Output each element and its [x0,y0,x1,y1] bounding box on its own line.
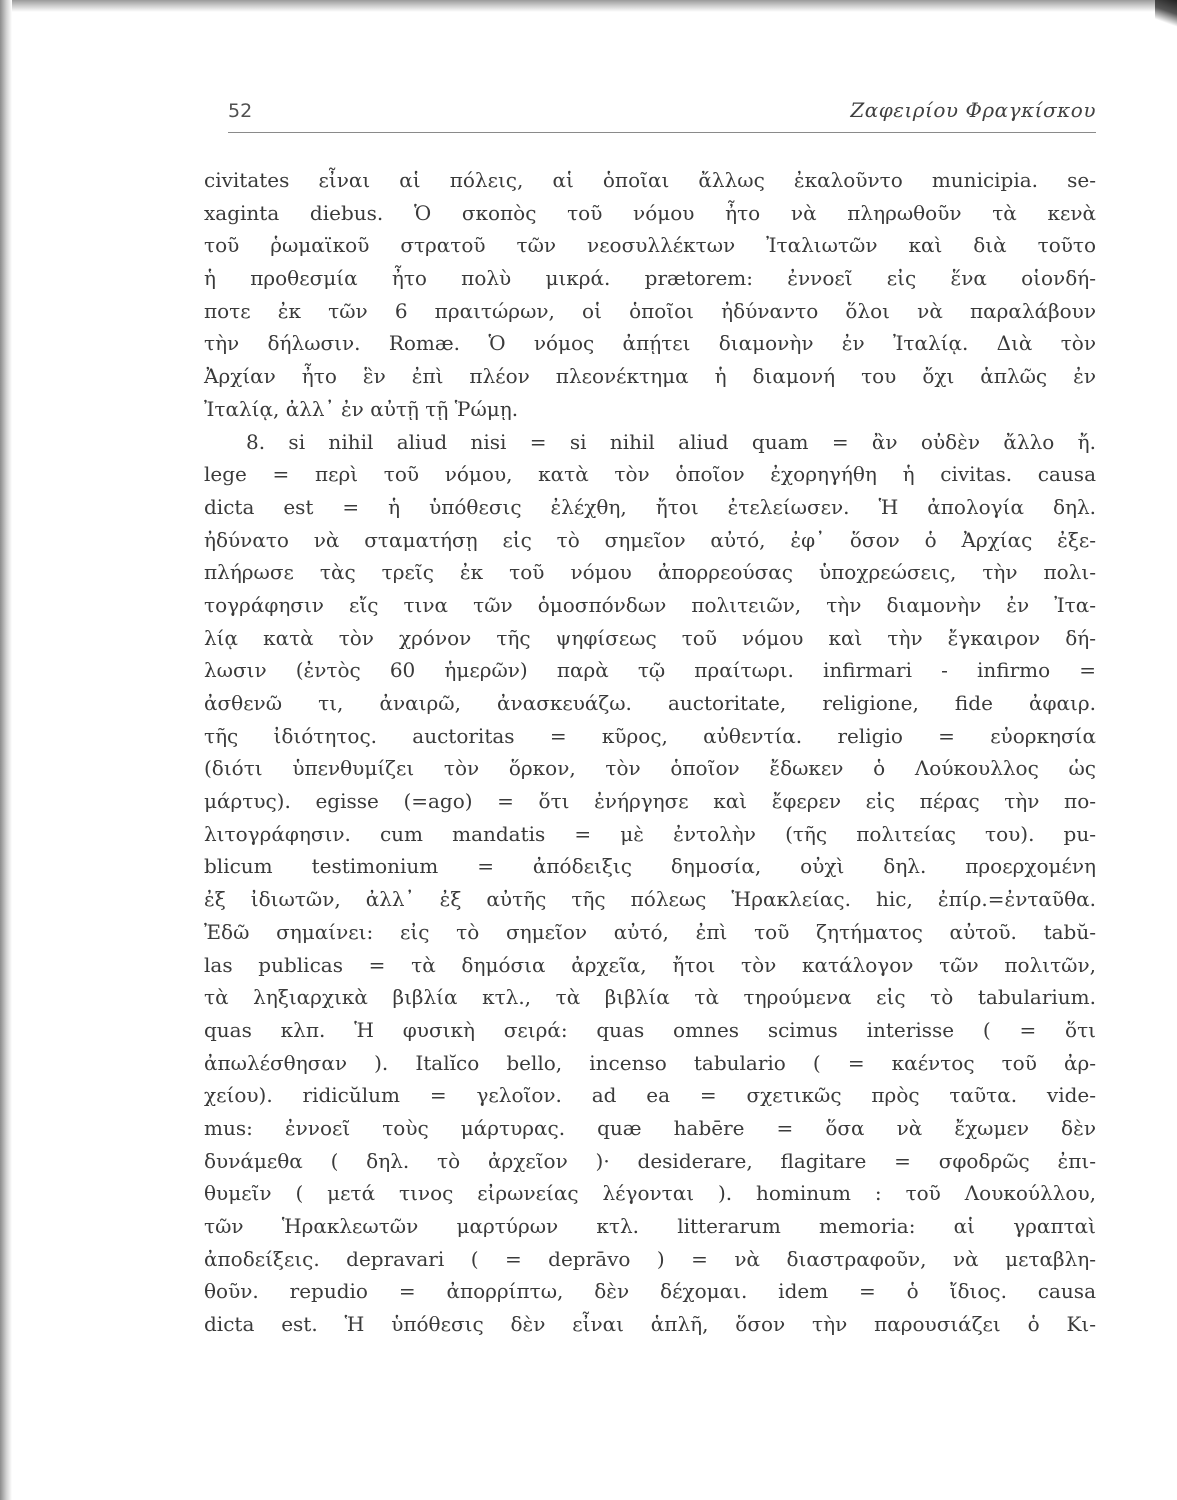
text-line: 8. si nihil aliud nisi = si nihil aliud quam = ἂν οὐδὲν ἄλλο ἤ. [246,429,1096,454]
text-line: δυνάμεθα ( δηλ. τὸ ἀρχεῖον )· desiderare, flagitare = σφοδρῶς ἐπι- [204,1148,1096,1173]
text-line: τογράφησιν εἴς τινα τῶν ὁμοσπόνδων πολιτειῶν, τὴν διαμονὴν ἐν Ἰτα- [204,592,1096,617]
scan-top-edge [0,0,1177,12]
text-line: ποτε ἐκ τῶν 6 πραιτώρων, οἱ ὁποῖοι ἠδύναντο ὅλοι νὰ παραλάβουν [204,298,1096,323]
scan-corner-shadow [1155,0,1177,28]
text-line: ἐξ ἰδιωτῶν, ἀλλ᾽ ἐξ αὐτῆς τῆς πόλεως Ἡρακλείας. hic, ἐπίρ.=ἐνταῦθα. [204,887,1096,912]
text-line: χείου). ridicŭlum = γελοῖον. ad ea = σχετικῶς πρὸς ταῦτα. vide- [204,1083,1096,1108]
text-line: τῶν Ἡρακλεωτῶν μαρτύρων κτλ. litterarum memoria: αἱ γραπταὶ [204,1214,1096,1238]
page-number: 52 [228,100,253,122]
text-line: λωσιν (ἐντὸς 60 ἡμερῶν) παρὰ τῷ πραίτωρι. infirmari - infirmo = [204,658,1096,683]
text-line: λιτογράφησιν. cum mandatis = μὲ ἐντολὴν (τῆς πολιτείας του). pu- [204,821,1096,846]
text-line: las publicas = τὰ δημόσια ἀρχεῖα, ἤτοι τὸν κατάλογον τῶν πολιτῶν, [204,952,1096,977]
text-line: τὰ ληξιαρχικὰ βιβλία κτλ., τὰ βιβλία τὰ τηρούμενα εἰς τὸ tabularium. [204,985,1096,1010]
text-line: ἀσθενῶ τι, ἀναιρῶ, ἀνασκευάζω. auctoritate, religione, fide ἀφαιρ. [204,691,1096,715]
scan-left-edge [0,0,12,1500]
text-line: ἀπωλέσθησαν ). Italĭco bello, incenso tabulario ( = καέντος τοῦ ἀρ- [204,1050,1096,1075]
running-head: Ζαφειρίου Φραγκίσκου [850,98,1096,122]
text-line: quas κλπ. Ἡ φυσικὴ σειρά: quas omnes scimus interisse ( = ὅτι [204,1017,1096,1042]
text-line: dicta est. Ἡ ὑπόθεσις δὲν εἶναι ἁπλῆ, ὅσον τὴν παρουσιάζει ὁ Κι- [204,1312,1096,1337]
text-line: dicta est = ἡ ὑπόθεσις ἐλέχθη, ἤτοι ἐτελείωσεν. Ἡ ἀπολογία δηλ. [204,494,1096,519]
text-line: τῆς ἰδιότητος. auctoritas = κῦρος, αὐθεντία. religio = εὐορκησία [204,723,1096,748]
text-line: Ἐδῶ σημαίνει: εἰς τὸ σημεῖον αὐτό, ἐπὶ τοῦ ζητήματος αὐτοῦ. tabŭ- [204,919,1096,944]
text-line: civitates εἶναι αἱ πόλεις, αἱ ὁποῖαι ἄλλως ἐκαλοῦντο municipia. se- [204,168,1096,192]
text-line: mus: ἐννοεῖ τοὺς μάρτυρας. quæ habēre = ὅσα νὰ ἔχωμεν δὲν [204,1115,1096,1140]
text-line: θυμεῖν ( μετά τινος εἰρωνείας λέγονται ). hominum : τοῦ Λουκούλλου, [204,1181,1096,1206]
text-line: πλήρωσε τὰς τρεῖς ἐκ τοῦ νόμου ἀπορρεούσας ὑποχρεώσεις, τὴν πολι- [204,560,1096,585]
text-line: θοῦν. repudio = ἀπορρίπτω, δὲν δέχομαι. idem = ὁ ἴδιος. causa [204,1279,1096,1304]
page-header [228,98,1096,133]
body-text [204,164,1096,1341]
text-line: ἀποδείξεις. depravari ( = deprāvo ) = νὰ διαστραφοῦν, νὰ μεταβλη- [204,1246,1096,1271]
text-line: λίᾳ κατὰ τὸν χρόνον τῆς ψηφίσεως τοῦ νόμου καὶ τὴν ἔγκαιρον δή- [204,625,1096,650]
text-line: lege = περὶ τοῦ νόμου, κατὰ τὸν ὁποῖον ἐχορηγήθη ἡ civitas. causa [204,462,1096,487]
text-line: Ἀρχίαν ἦτο ἓν ἐπὶ πλέον πλεονέκτημα ἡ διαμονή του ὄχι ἁπλῶς ἐν [204,364,1096,389]
text-line: τοῦ ῥωμαϊκοῦ στρατοῦ τῶν νεοσυλλέκτων Ἰταλιωτῶν καὶ διὰ τοῦτο [204,233,1096,258]
text-line: τὴν δήλωσιν. Romæ. Ὁ νόμος ἀπῄτει διαμονὴν ἐν Ἰταλίᾳ. Διὰ τὸν [204,331,1096,356]
text-line: xaginta diebus. Ὁ σκοπὸς τοῦ νόμου ἦτο νὰ πληρωθοῦν τὰ κενὰ [204,200,1096,225]
text-line: Ἰταλίᾳ, ἀλλ᾽ ἐν αὐτῇ τῇ Ῥώμῃ. [204,396,519,421]
text-line: blicum testimonium = ἀπόδειξις δημοσία, οὐχὶ δηλ. προερχομένη [204,854,1096,879]
text-line: μάρτυς). egisse (=ago) = ὅτι ἐνήργησε καὶ ἔφερεν εἰς πέρας τὴν πο- [204,789,1096,814]
text-line: ἡ προθεσμία ἦτο πολὺ μικρά. prætorem: ἐννοεῖ εἰς ἕνα οἱονδή- [204,266,1096,291]
text-line: (διότι ὑπενθυμίζει τὸν ὅρκον, τὸν ὁποῖον ἔδωκεν ὁ Λούκουλλος ὡς [204,756,1096,781]
text-line: ἠδύνατο νὰ σταματήσῃ εἰς τὸ σημεῖον αὐτό, ἐφ᾽ ὅσον ὁ Ἀρχίας ἐξε- [204,527,1096,552]
